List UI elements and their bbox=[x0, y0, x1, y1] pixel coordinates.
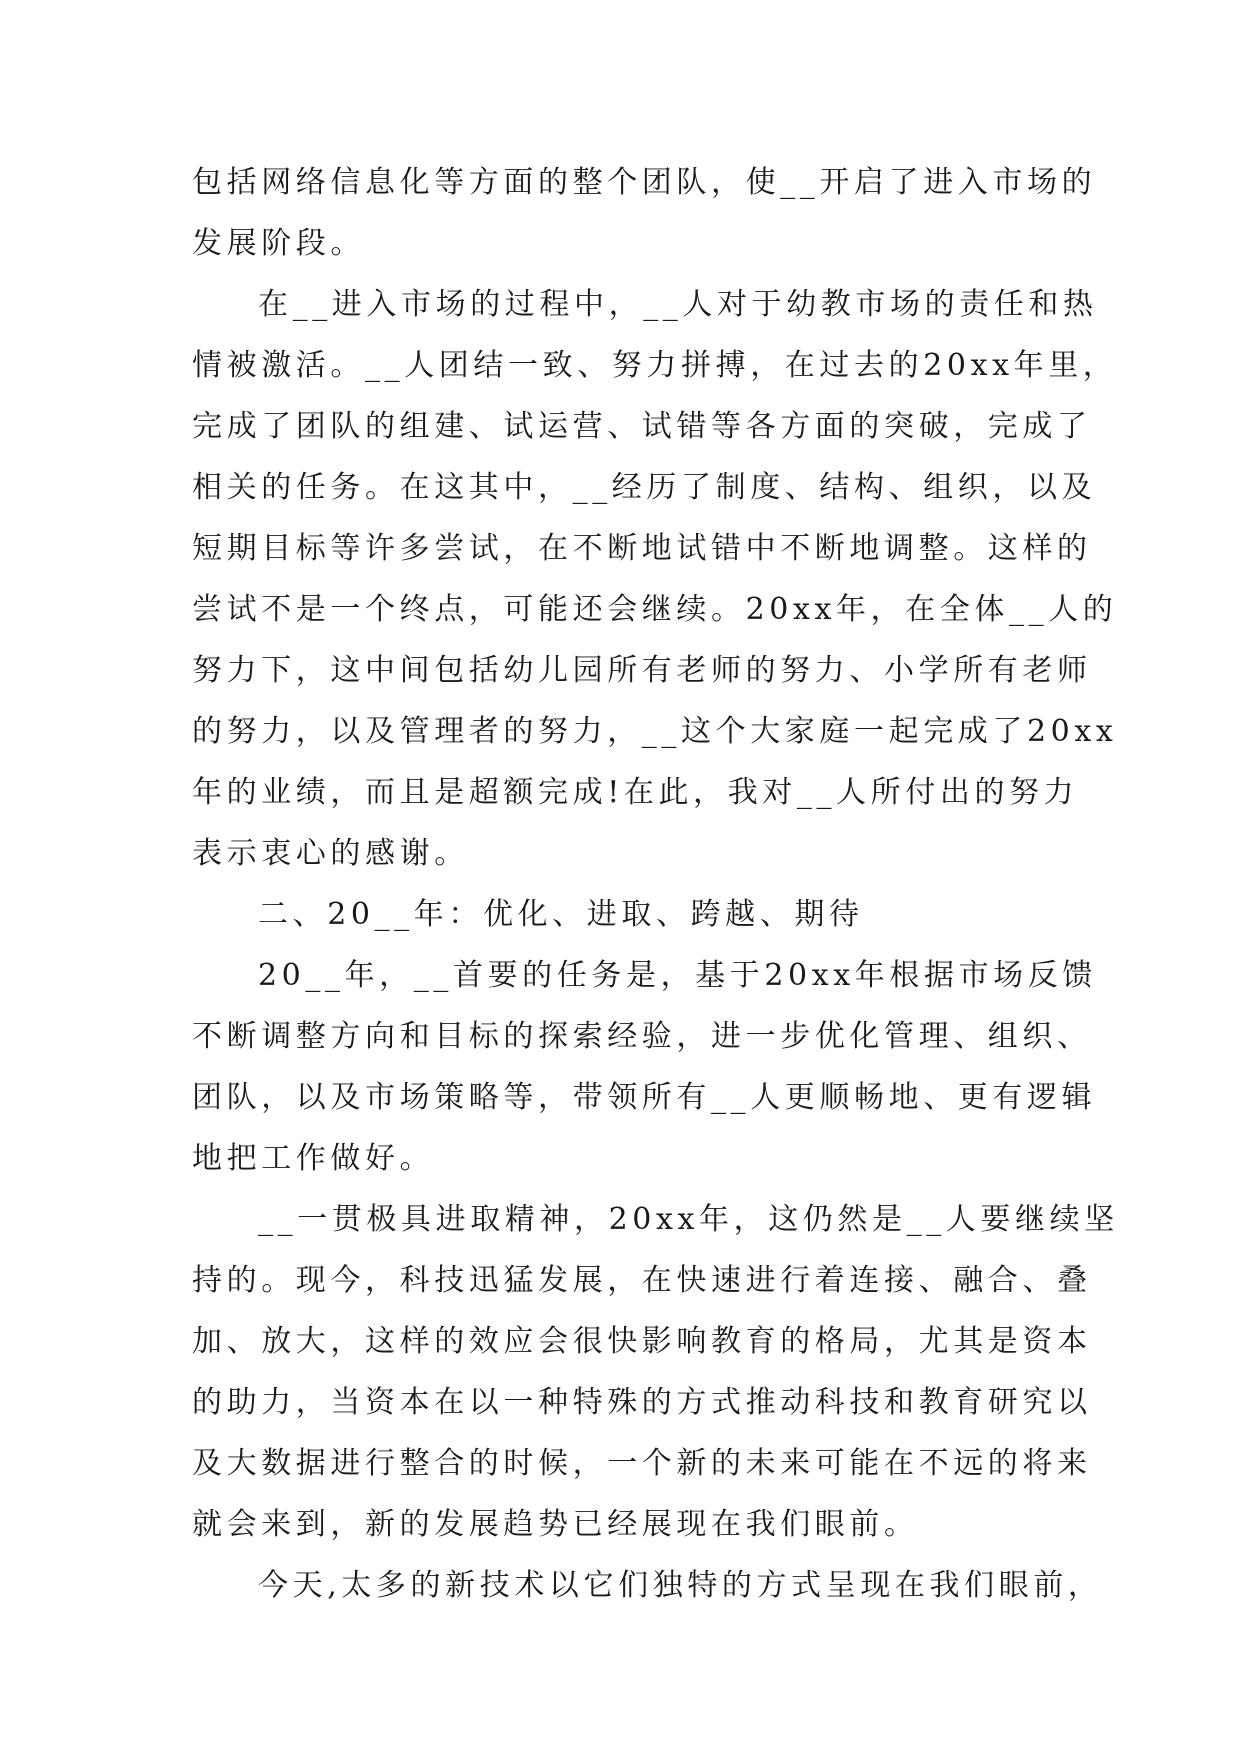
section-heading bbox=[192, 884, 1052, 945]
text-line: __一贯极具进取精神，20xx年，这仍然是__人要继续坚 bbox=[258, 1202, 1119, 1237]
text-line: 及大数据进行整合的时候，一个新的未来可能在不远的将来 bbox=[192, 1446, 1092, 1481]
text-line: 努力下，这中间包括幼儿园所有老师的努力、小学所有老师 bbox=[192, 653, 1092, 688]
text-line: 20__年，__首要的任务是，基于20xx年根据市场反馈 bbox=[258, 958, 1097, 993]
text-line: 就会来到，新的发展趋势已经展现在我们眼前。 bbox=[192, 1507, 919, 1542]
text-line: 情被激活。__人团结一致、努力拼搏，在过去的20xx年里， bbox=[192, 348, 1118, 383]
text-line: 包括网络信息化等方面的整个团队，使__开启了进入市场的 bbox=[192, 165, 1097, 200]
text-line: 年的业绩，而且是超额完成!在此，我对__人所付出的努力 bbox=[192, 775, 1079, 810]
text-line: 表示衷心的感谢。 bbox=[192, 836, 469, 871]
text-line: 发展阶段。 bbox=[192, 226, 365, 261]
document-body bbox=[192, 152, 1119, 1616]
paragraph-4 bbox=[192, 1189, 1119, 1555]
paragraph-1 bbox=[192, 152, 1097, 274]
text-line: 的努力，以及管理者的努力，__这个大家庭一起完成了20xx bbox=[192, 714, 1118, 749]
paragraph-2 bbox=[192, 274, 1118, 884]
text-line: 不断调整方向和目标的探索经验，进一步优化管理、组织、 bbox=[192, 1019, 1092, 1054]
paragraph-5 bbox=[192, 1555, 1103, 1616]
text-line: 尝试不是一个终点，可能还会继续。20xx年，在全体__人的 bbox=[192, 592, 1118, 627]
text-line: 完成了团队的组建、试运营、试错等各方面的突破，完成了 bbox=[192, 409, 1092, 444]
text-line: 的助力，当资本在以一种特殊的方式推动科技和教育研究以 bbox=[192, 1385, 1092, 1420]
text-line: 持的。现今，科技迅猛发展，在快速进行着连接、融合、叠 bbox=[192, 1263, 1092, 1298]
text-line: 在__进入市场的过程中，__人对于幼教市场的责任和热 bbox=[258, 287, 1098, 322]
paragraph-3 bbox=[192, 945, 1097, 1189]
text-line: 地把工作做好。 bbox=[192, 1141, 435, 1176]
text-line: 相关的任务。在这其中，__经历了制度、结构、组织，以及 bbox=[192, 470, 1097, 505]
text-line: 今天,太多的新技术以它们独特的方式呈现在我们眼前， bbox=[258, 1568, 1103, 1603]
heading-line: 二、20__年：优化、进取、跨越、期待 bbox=[258, 897, 864, 932]
text-line: 加、放大，这样的效应会很快影响教育的格局，尤其是资本 bbox=[192, 1324, 1092, 1359]
text-line: 团队，以及市场策略等，带领所有__人更顺畅地、更有逻辑 bbox=[192, 1080, 1097, 1115]
text-line: 短期目标等许多尝试，在不断地试错中不断地调整。这样的 bbox=[192, 531, 1092, 566]
